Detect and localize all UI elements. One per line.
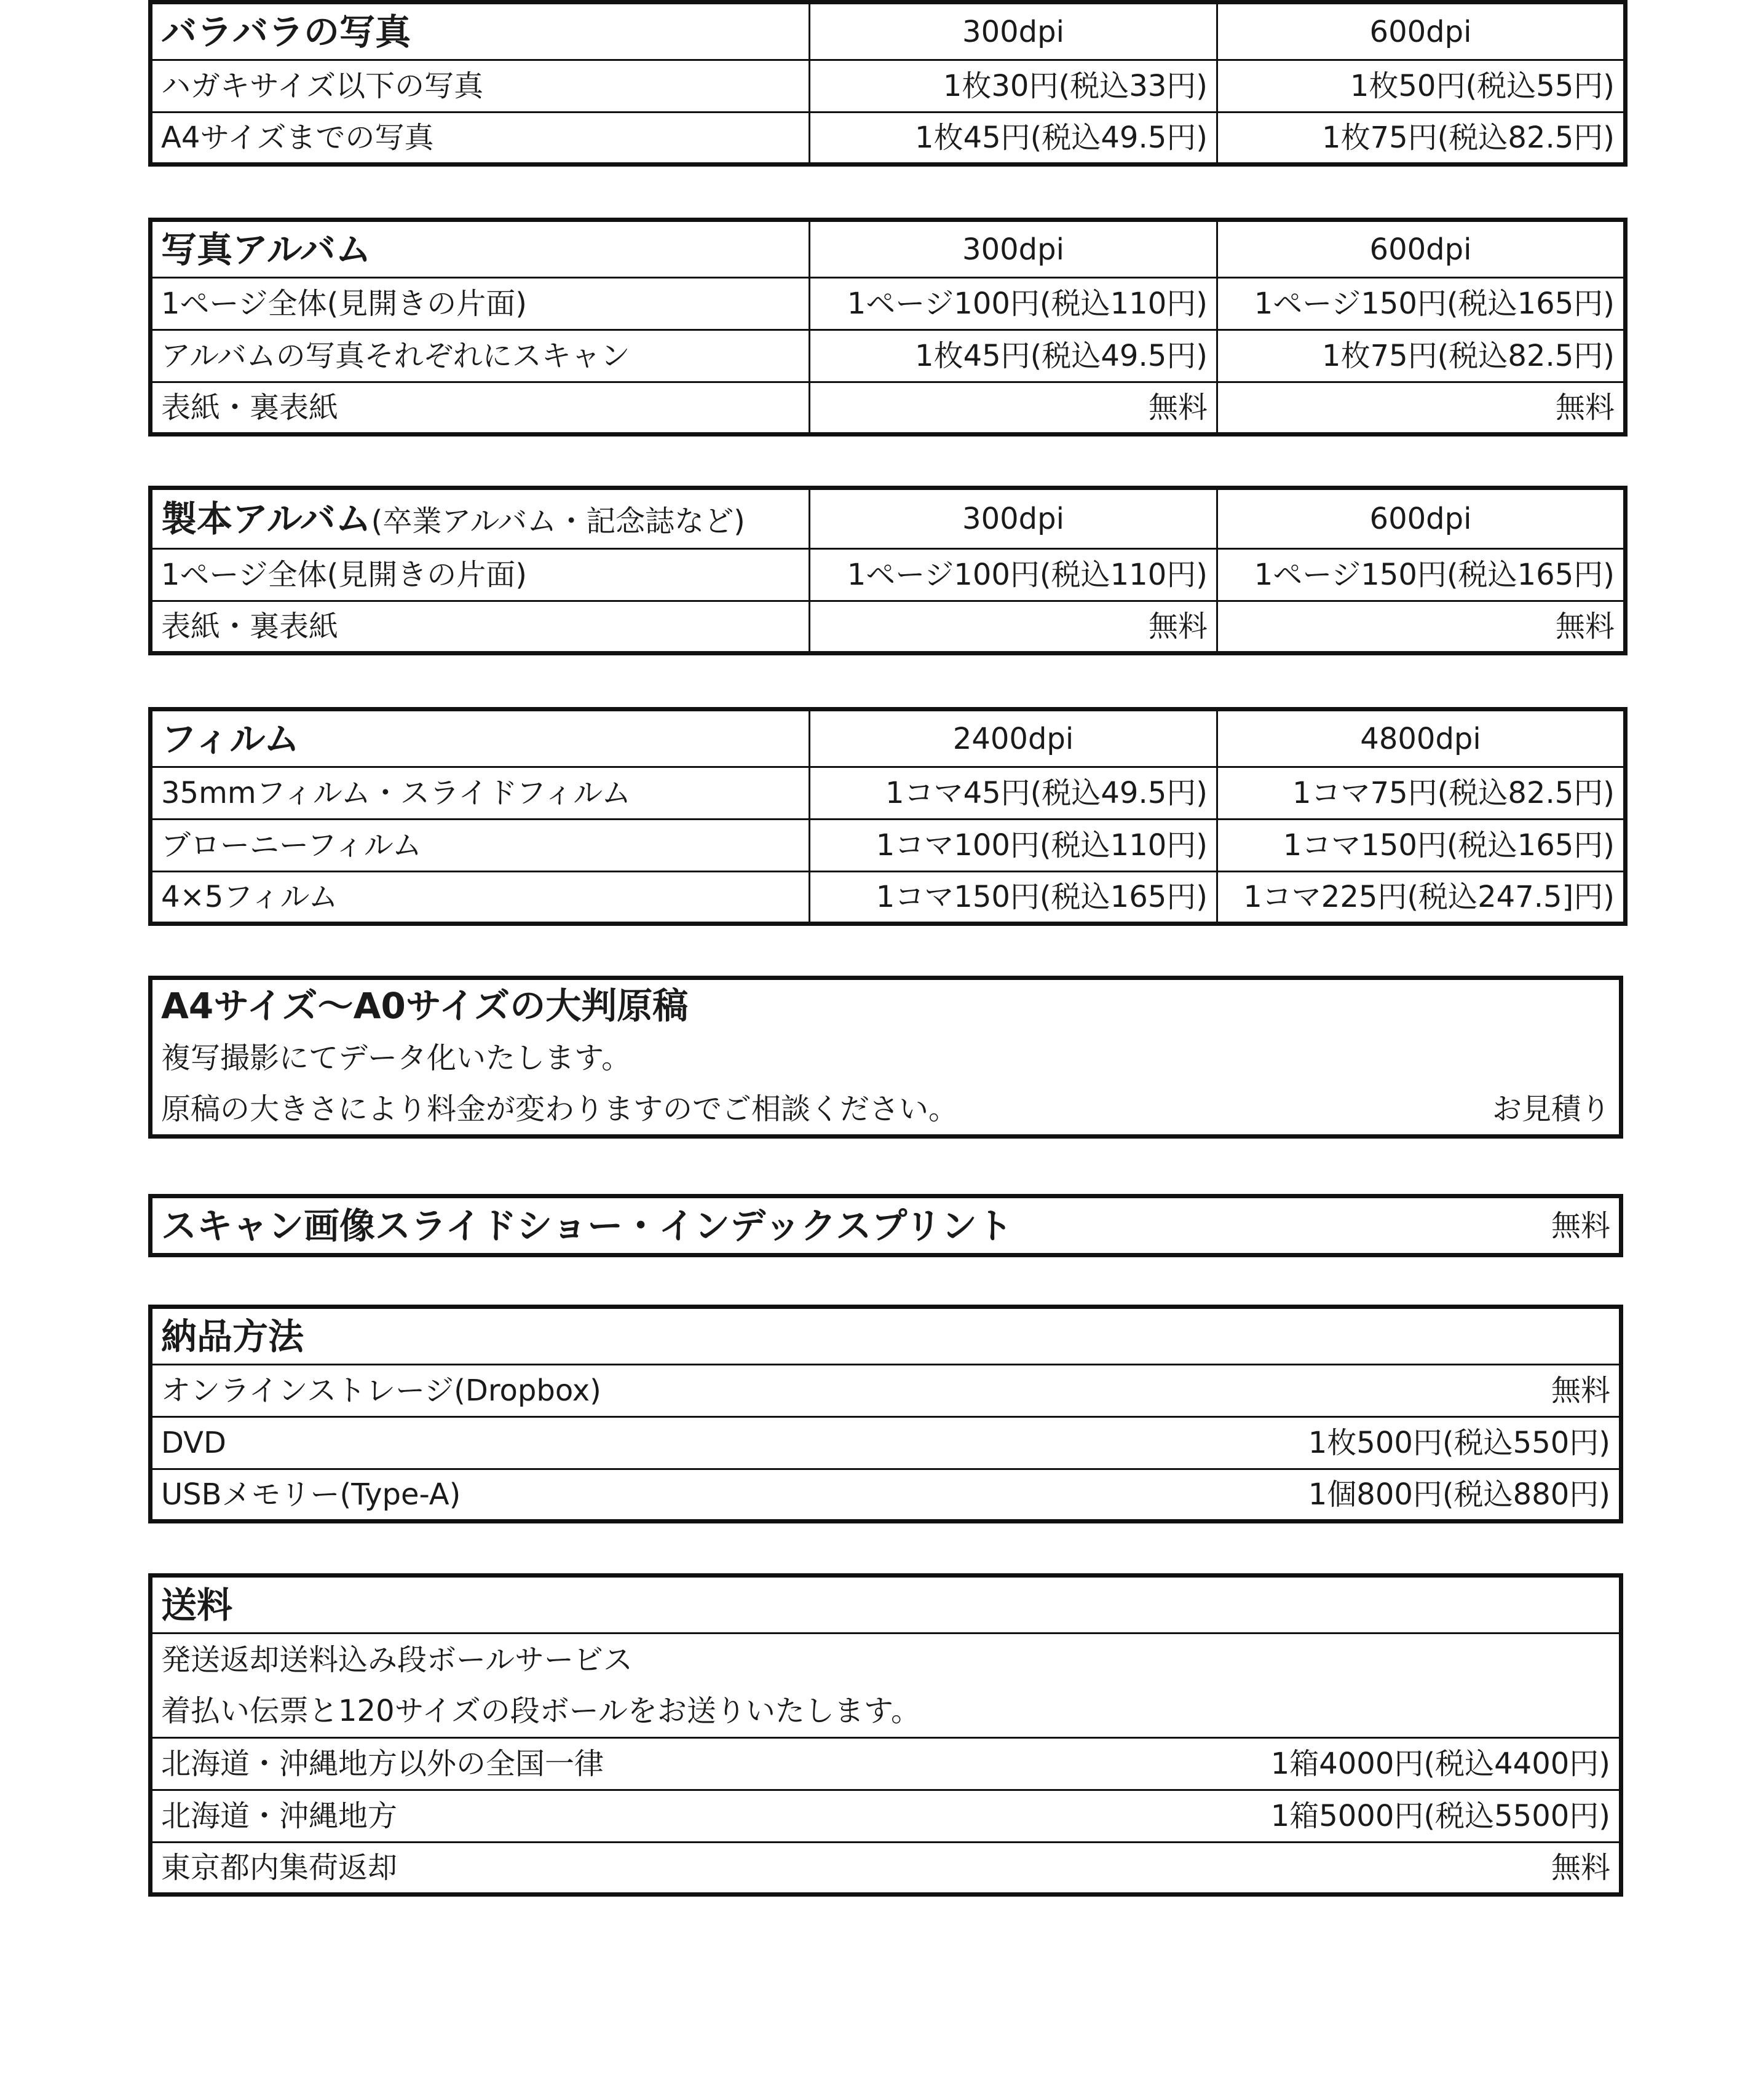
price-cell: 1枚45円(税込49.5円): [810, 330, 1217, 382]
section-title: 送料: [151, 1576, 1621, 1634]
row-label: ブローニーフィルム: [151, 820, 810, 872]
column-header: 4800dpi: [1217, 709, 1626, 767]
description-line: 複写撮影にてデータ化いたします。: [151, 1032, 1621, 1084]
table-row: [151, 1417, 1621, 1469]
price-text: 1個800円(税込880円): [1308, 1477, 1610, 1512]
price-cell: 無料: [1217, 601, 1626, 654]
row-label: アルバムの写真それぞれにスキャン: [151, 330, 810, 382]
column-header: 2400dpi: [810, 709, 1217, 767]
table-row: [151, 1790, 1621, 1843]
row-label: 表紙・裏表紙: [151, 382, 810, 435]
shipping-row: [151, 1738, 1621, 1790]
description-line: 発送返却送料込み段ボールサービス: [151, 1634, 1621, 1686]
price-cell: 1枚45円(税込49.5円): [810, 113, 1217, 165]
photo-album-table: [148, 218, 1628, 437]
section-subtitle: (卒業アルバム・記念誌など): [371, 504, 745, 539]
table-row: [151, 1469, 1621, 1522]
column-header: 600dpi: [1217, 488, 1626, 549]
price-cell: 1コマ225円(税込247.5]円): [1217, 872, 1626, 924]
column-header: 300dpi: [810, 488, 1217, 549]
price-cell: 1枚30円(税込33円): [810, 60, 1217, 113]
table-row: [151, 820, 1626, 872]
row-label: 4×5フィルム: [151, 872, 810, 924]
bound-album-table: [148, 486, 1628, 655]
table-row: [151, 1843, 1621, 1895]
table-row: [151, 382, 1626, 435]
price-cell: 1ページ100円(税込110円): [810, 549, 1217, 601]
price-cell: 無料: [810, 601, 1217, 654]
table-header-row: [151, 709, 1626, 767]
column-header: 300dpi: [810, 220, 1217, 278]
table-header-row: [151, 978, 1621, 1032]
price-cell: 1ページ150円(税込165円): [1217, 278, 1626, 330]
table-row: [151, 1365, 1621, 1417]
price-cell: 1枚75円(税込82.5円): [1217, 113, 1626, 165]
row-label: ハガキサイズ以下の写真: [151, 60, 810, 113]
section-title: フィルム: [151, 709, 810, 767]
table-row: [151, 1196, 1621, 1255]
table-row: [151, 113, 1626, 165]
slideshow-row: [151, 1196, 1621, 1255]
price-cell: 1コマ150円(税込165円): [1217, 820, 1626, 872]
price-cell: 無料: [1217, 382, 1626, 435]
price-text: 無料: [1551, 1851, 1610, 1885]
row-label: 東京都内集荷返却: [161, 1851, 398, 1885]
slideshow-table: [148, 1194, 1623, 1257]
section-title: 納品方法: [151, 1307, 1621, 1365]
table-row: [151, 1738, 1621, 1790]
shipping-row: [151, 1790, 1621, 1843]
section-title: スキャン画像スライドショー・インデックスプリント: [161, 1204, 1013, 1247]
row-label: A4サイズまでの写真: [151, 113, 810, 165]
table-row: [151, 872, 1626, 924]
shipping-table: [148, 1573, 1623, 1897]
delivery-table: [148, 1305, 1623, 1523]
table-row: [151, 278, 1626, 330]
column-header: 300dpi: [810, 2, 1217, 60]
price-text: お見積り: [1492, 1092, 1610, 1127]
column-header: 600dpi: [1217, 220, 1626, 278]
text-row: [151, 1686, 1621, 1738]
delivery-row: [151, 1365, 1621, 1417]
row-label: 1ページ全体(見開きの片面): [151, 278, 810, 330]
price-cell: 1枚75円(税込82.5円): [1217, 330, 1626, 382]
description-line: 原稿の大きさにより料金が変わりますのでご相談ください。: [161, 1092, 959, 1127]
table-header-row: [151, 220, 1626, 278]
price-cell: 1コマ100円(税込110円): [810, 820, 1217, 872]
table-row: [151, 330, 1626, 382]
delivery-row: [151, 1417, 1621, 1469]
table-row: [151, 767, 1626, 820]
large-originals-table: [148, 976, 1623, 1139]
row-label: 表紙・裏表紙: [151, 601, 810, 654]
price-cell: 無料: [810, 382, 1217, 435]
row-label: オンラインストレージ(Dropbox): [161, 1373, 601, 1408]
row-label: DVD: [161, 1426, 226, 1460]
description-line: 着払い伝票と120サイズの段ボールをお送りいたします。: [151, 1686, 1621, 1738]
price-text: 無料: [1551, 1373, 1610, 1408]
table-header-row: [151, 488, 1626, 549]
table-row: [151, 601, 1626, 654]
table-header-row: [151, 2, 1626, 60]
price-cell: 1コマ75円(税込82.5円): [1217, 767, 1626, 820]
price-cell: 1ページ100円(税込110円): [810, 278, 1217, 330]
description-row: [151, 1084, 1621, 1137]
loose-photos-table: [148, 0, 1628, 167]
shipping-row: [151, 1843, 1621, 1895]
price-text: 1箱5000円(税込5500円): [1270, 1799, 1610, 1833]
table-row: [151, 60, 1626, 113]
text-row: [151, 1634, 1621, 1686]
section-title: 写真アルバム: [151, 220, 810, 278]
table-row: [151, 549, 1626, 601]
row-label: 北海道・沖縄地方: [161, 1799, 398, 1833]
text-row: [151, 1084, 1621, 1137]
row-label: 35mmフィルム・スライドフィルム: [151, 767, 810, 820]
section-title: バラバラの写真: [151, 2, 810, 60]
section-title: A4サイズ〜A0サイズの大判原稿: [151, 978, 1621, 1032]
table-header-row: [151, 1307, 1621, 1365]
section-title-main: 製本アルバム: [161, 498, 371, 540]
column-header: 600dpi: [1217, 2, 1626, 60]
price-cell: 1コマ150円(税込165円): [810, 872, 1217, 924]
table-header-row: [151, 1576, 1621, 1634]
text-row: [151, 1032, 1621, 1084]
row-label: 北海道・沖縄地方以外の全国一律: [161, 1747, 604, 1781]
section-title: [151, 488, 810, 549]
row-label: 1ページ全体(見開きの片面): [151, 549, 810, 601]
price-cell: 1枚50円(税込55円): [1217, 60, 1626, 113]
film-table: [148, 707, 1628, 926]
price-text: 1枚500円(税込550円): [1308, 1426, 1610, 1460]
price-text: 無料: [1551, 1208, 1610, 1243]
price-cell: 1コマ45円(税込49.5円): [810, 767, 1217, 820]
delivery-row: [151, 1469, 1621, 1522]
row-label: USBメモリー(Type-A): [161, 1477, 461, 1512]
price-cell: 1ページ150円(税込165円): [1217, 549, 1626, 601]
price-text: 1箱4000円(税込4400円): [1270, 1747, 1610, 1781]
